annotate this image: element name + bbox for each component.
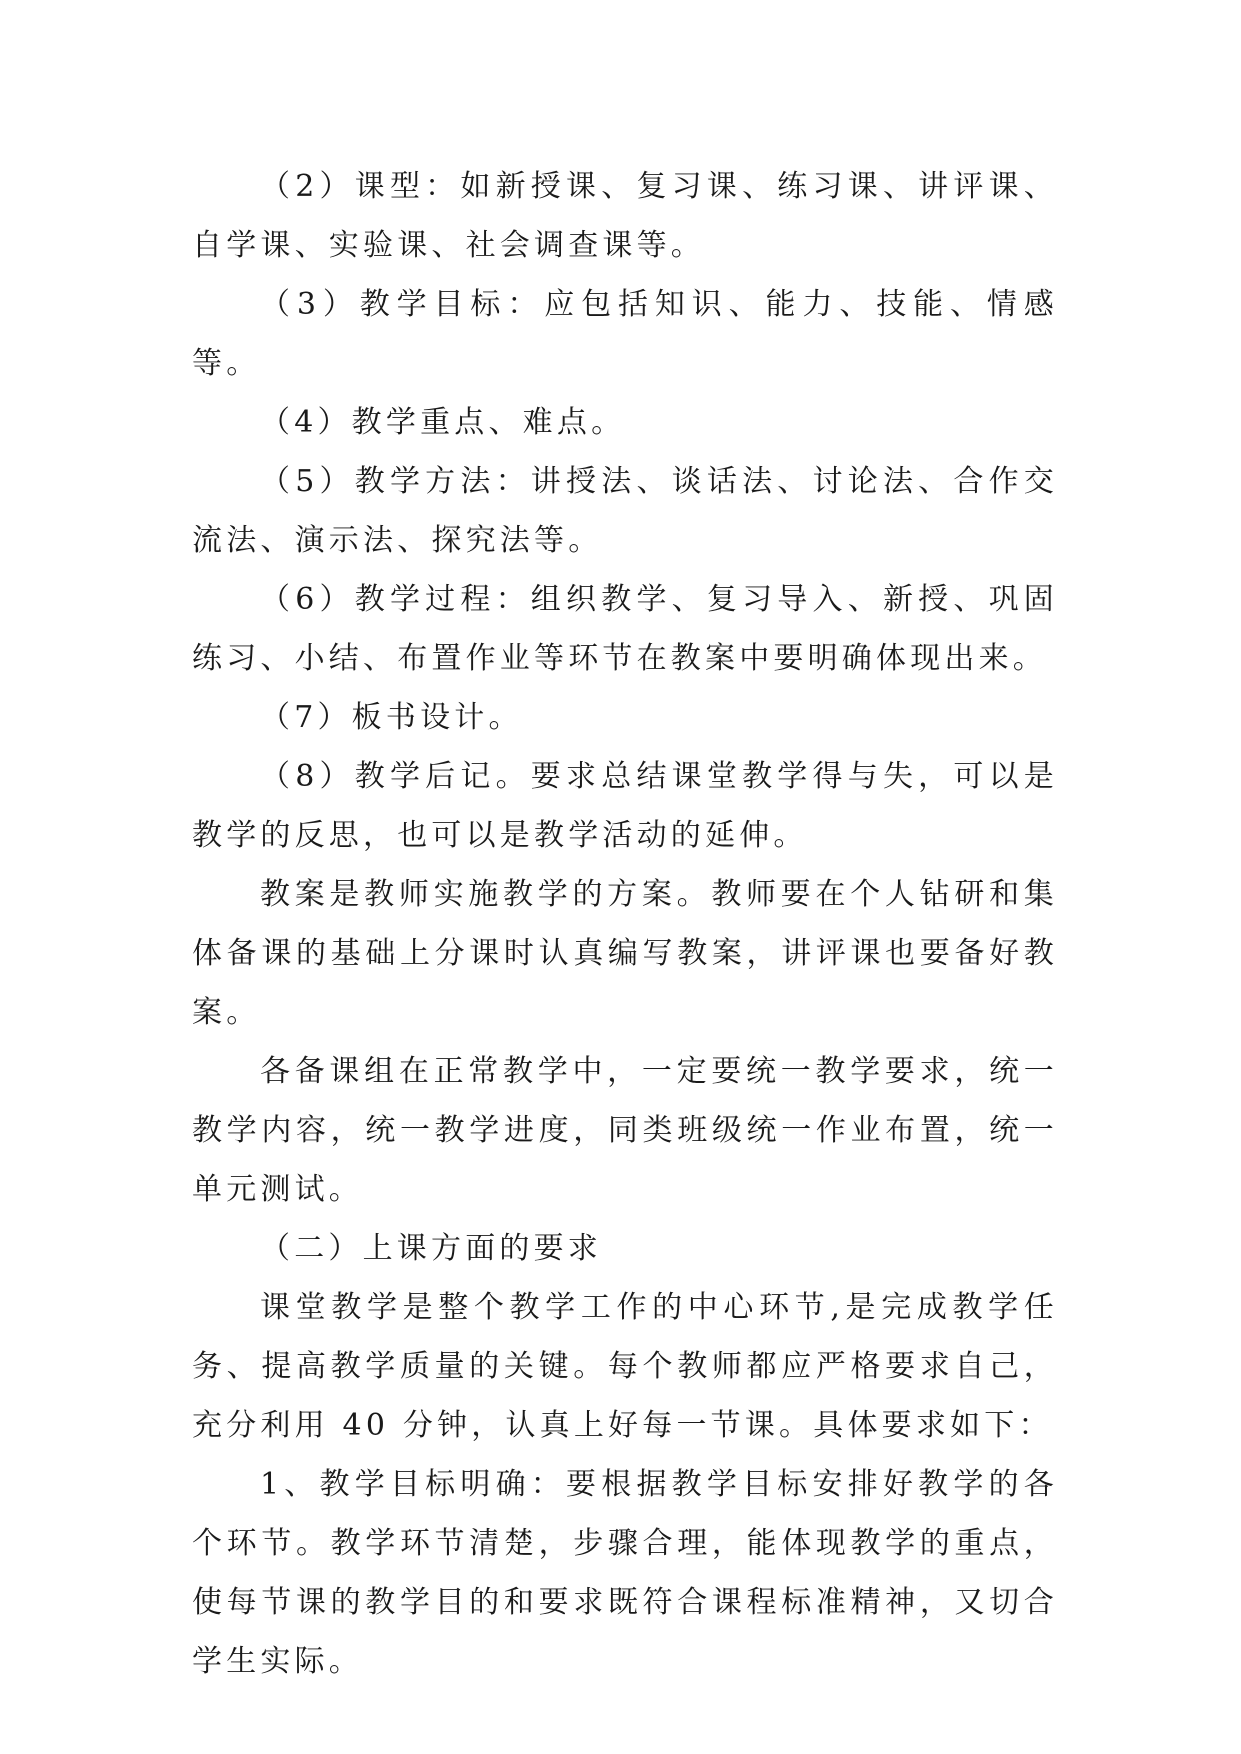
paragraph-teaching-methods: （5）教学方法：讲授法、谈话法、讨论法、合作交流法、演示法、探究法等。 bbox=[192, 464, 1058, 558]
paragraph-lesson-type: （2）课型：如新授课、复习课、练习课、讲评课、自学课、实验课、社会调查课等。 bbox=[192, 169, 1058, 263]
paragraph-teaching-notes: （8）教学后记。要求总结课堂教学得与失，可以是教学的反思，也可以是教学活动的延伸。 bbox=[192, 759, 1058, 853]
paragraph-lesson-plan: 教案是教师实施教学的方案。教师要在个人钻研和集体备课的基础上分课时认真编写教案，讲评课也要备好教案。 bbox=[192, 877, 1058, 1030]
paragraph-classroom-teaching: 课堂教学是整个教学工作的中心环节,是完成教学任务、提高教学质量的关键。每个教师都应严格要求自己，充分利用 40 分钟，认真上好每一节课。具体要求如下： bbox=[192, 1290, 1058, 1443]
document-body bbox=[192, 157, 1058, 1691]
paragraph-clear-objectives: 1、教学目标明确：要根据教学目标安排好教学的各个环节。教学环节清楚，步骤合理，能体现教学的重点，使每节课的教学目的和要求既符合课程标准精神，又切合学生实际。 bbox=[192, 1467, 1058, 1679]
section-heading-class-requirements: （二）上课方面的要求 bbox=[260, 1231, 602, 1266]
paragraph-key-points: （4）教学重点、难点。 bbox=[260, 405, 626, 440]
paragraph-prep-groups: 各备课组在正常教学中，一定要统一教学要求，统一教学内容，统一教学进度，同类班级统一作业布置，统一单元测试。 bbox=[192, 1054, 1058, 1207]
paragraph-blackboard-design: （7）板书设计。 bbox=[260, 700, 523, 735]
paragraph-teaching-process: （6）教学过程：组织教学、复习导入、新授、巩固练习、小结、布置作业等环节在教案中要明确体现出来。 bbox=[192, 582, 1058, 676]
paragraph-teaching-objectives: （3）教学目标：应包括知识、能力、技能、情感等。 bbox=[192, 287, 1058, 381]
